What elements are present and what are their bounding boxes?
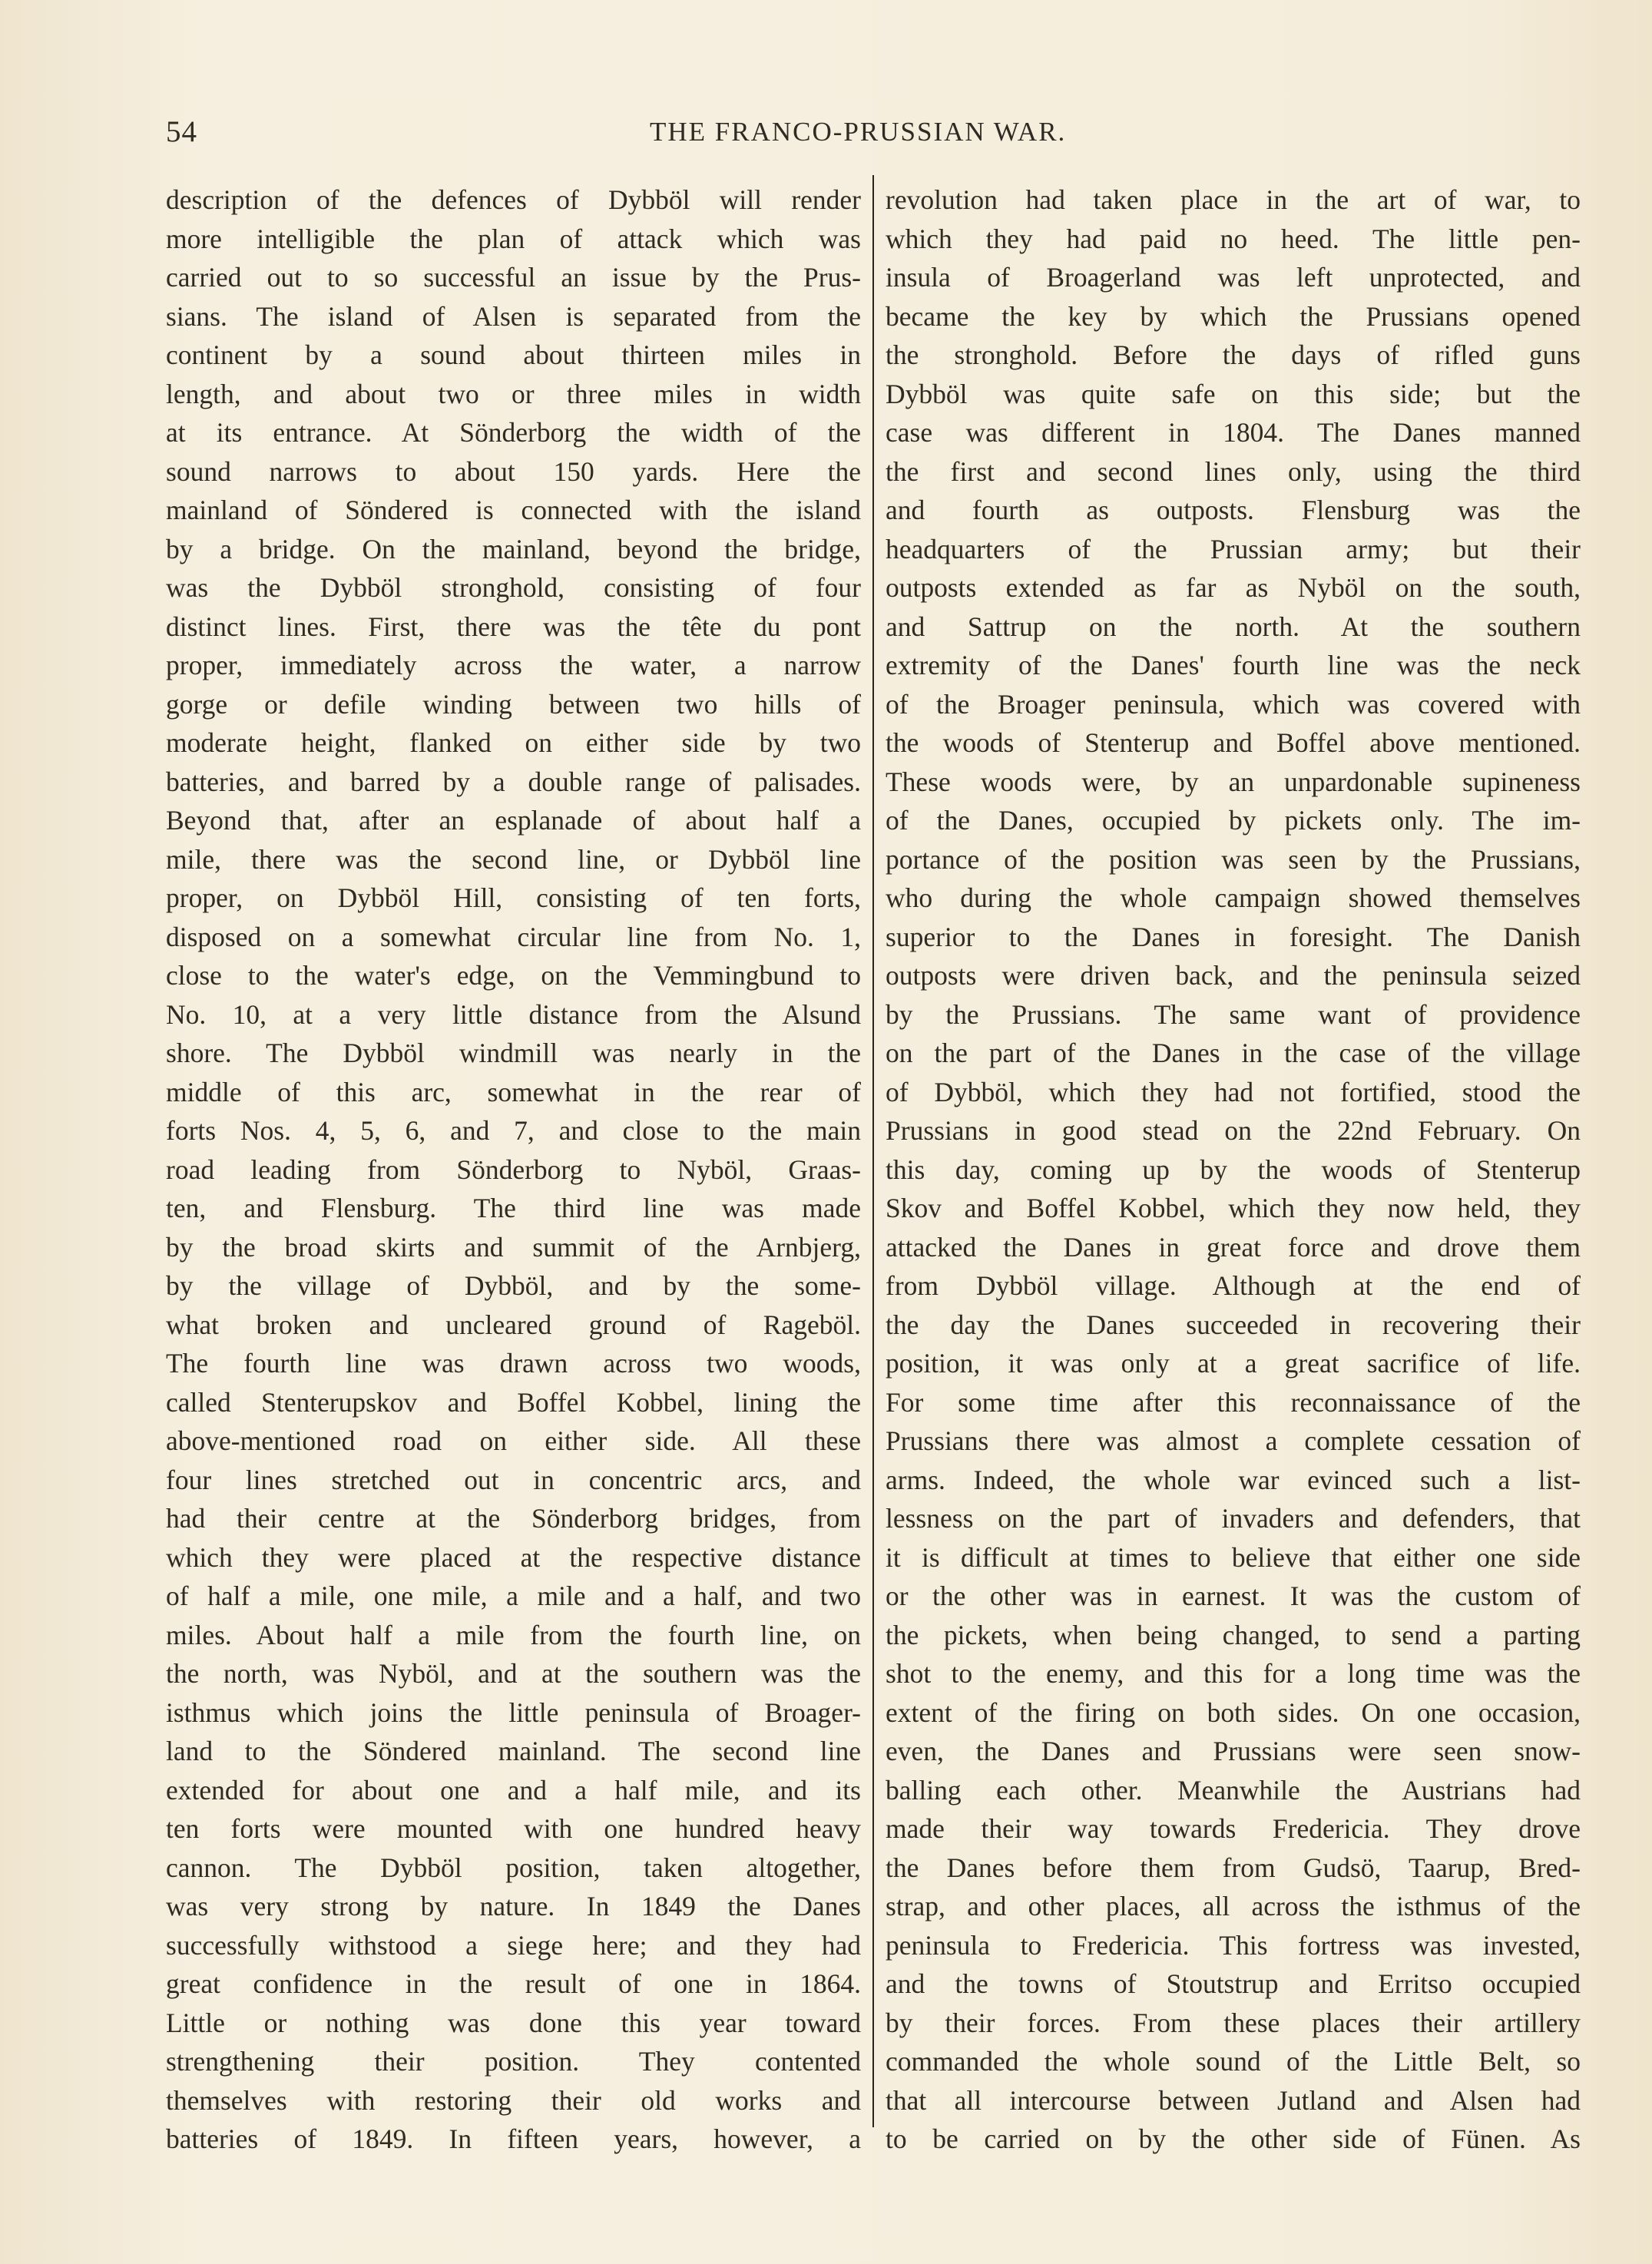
text-line: forts Nos. 4, 5, 6, and 7, and close to the main (166, 1115, 861, 1146)
text-line: and the towns of Stoutstrup and Erritso occupied (886, 1968, 1581, 1999)
text-line: Skov and Boffel Kobbel, which they now held, they (886, 1193, 1581, 1223)
text-line: land to the Söndered mainland. The second line (166, 1736, 861, 1766)
text-line: strap, and other places, all across the isthmus of the (886, 1891, 1581, 1921)
text-line: peninsula to Fredericia. This fortress was invested, (886, 1929, 1581, 1961)
text-line: which they had paid no heed. The little pen- (886, 223, 1581, 254)
text-line: moderate height, flanked on either side by two (166, 727, 861, 758)
text-line: was the Dybböl stronghold, consisting of four (166, 572, 861, 603)
text-line: more intelligible the plan of attack which was (166, 223, 861, 254)
text-line: balling each other. Meanwhile the Austrians had (886, 1774, 1581, 1806)
text-line: miles. About half a mile from the fourth line, on (166, 1619, 861, 1650)
text-line: four lines stretched out in concentric arcs, and (166, 1464, 861, 1495)
text-line: disposed on a somewhat circular line from No. 1, (166, 921, 861, 952)
text-line: description of the defences of Dybböl will render (166, 184, 861, 215)
text-line: became the key by which the Prussians opened (886, 300, 1581, 332)
text-line: who during the whole campaign showed themselves (886, 882, 1581, 913)
text-line: The fourth line was drawn across two woods, (166, 1348, 861, 1379)
text-line: case was different in 1804. The Danes manned (886, 417, 1581, 448)
text-line: at its entrance. At Sönderborg the width of the (166, 417, 861, 448)
text-line: For some time after this reconnaissance of the (886, 1386, 1581, 1418)
text-line: middle of this arc, somewhat in the rear of (166, 1076, 861, 1107)
text-line: the pickets, when being changed, to send a parting (886, 1619, 1581, 1650)
text-line: batteries of 1849. In fifteen years, however, a (166, 2123, 861, 2154)
text-line: Prussians there was almost a complete cessation of (886, 1425, 1581, 1456)
text-line: ten forts were mounted with one hundred heavy (166, 1813, 861, 1844)
text-line: of half a mile, one mile, a mile and a half, and two (166, 1580, 861, 1611)
text-line: Prussians in good stead on the 22nd February. On (886, 1115, 1581, 1146)
text-line: position, it was only at a great sacrifice of life. (886, 1348, 1581, 1379)
text-line: of the Broager peninsula, which was covered with (886, 688, 1581, 720)
column-divider (872, 175, 874, 2127)
text-line: and Sattrup on the north. At the southern (886, 611, 1581, 642)
text-line: extent of the firing on both sides. On one occasion, (886, 1696, 1581, 1728)
text-line: outposts were driven back, and the peninsula seized (886, 960, 1581, 991)
text-line: Dybböl was quite safe on this side; but the (886, 378, 1581, 409)
text-line: headquarters of the Prussian army; but their (886, 533, 1581, 564)
text-line: outposts extended as far as Nyböl on the south, (886, 572, 1581, 603)
text-line: by the village of Dybböl, and by the some- (166, 1270, 861, 1301)
text-line: the north, was Nyböl, and at the southern was the (166, 1658, 861, 1689)
text-line: made their way towards Fredericia. They drove (886, 1813, 1581, 1844)
text-line: themselves with restoring their old works and (166, 2084, 861, 2116)
text-line: to be carried on by the other side of Fünen. As (886, 2123, 1581, 2154)
text-line: that all intercourse between Jutland and Alsen had (886, 2084, 1581, 2116)
text-line: by the broad skirts and summit of the Arnbjerg, (166, 1231, 861, 1263)
text-line: mainland of Söndered is connected with the island (166, 495, 861, 525)
text-line: was very strong by nature. In 1849 the Danes (166, 1891, 861, 1921)
text-line: road leading from Sönderborg to Nyböl, Graas- (166, 1154, 861, 1185)
text-line: on the part of the Danes in the case of the village (886, 1038, 1581, 1068)
text-line: or the other was in earnest. It was the custom of (886, 1580, 1581, 1611)
text-line: attacked the Danes in great force and drove them (886, 1231, 1581, 1263)
text-line: arms. Indeed, the whole war evinced such a list- (886, 1464, 1581, 1495)
text-line: had their centre at the Sönderborg bridges, from (166, 1503, 861, 1534)
text-line: this day, coming up by the woods of Stenterup (886, 1154, 1581, 1185)
text-line: extremity of the Danes' fourth line was the neck (886, 650, 1581, 680)
text-line: shot to the enemy, and this for a long time was the (886, 1658, 1581, 1689)
text-line: by their forces. From these places their artillery (886, 2007, 1581, 2038)
text-line: proper, on Dybböl Hill, consisting of ten forts, (166, 882, 861, 913)
text-line: superior to the Danes in foresight. The Danish (886, 921, 1581, 952)
text-line: the day the Danes succeeded in recovering their (886, 1309, 1581, 1340)
text-line: from Dybböl village. Although at the end of (886, 1270, 1581, 1301)
text-line: sound narrows to about 150 yards. Here the (166, 455, 861, 487)
text-line: cannon. The Dybböl position, taken altogether, (166, 1852, 861, 1883)
text-line: carried out to so successful an issue by the Prus- (166, 262, 861, 293)
running-title: THE FRANCO-PRUSSIAN WAR. (650, 117, 1067, 147)
text-line: of the Danes, occupied by pickets only. The im- (886, 805, 1581, 836)
text-line: Beyond that, after an esplanade of about half a (166, 805, 861, 836)
text-line: length, and about two or three miles in width (166, 378, 861, 409)
text-line: revolution had taken place in the art of war, to (886, 184, 1581, 215)
text-line: the Danes before them from Gudsö, Taarup, Bred- (886, 1852, 1581, 1883)
text-line: gorge or defile winding between two hills of (166, 688, 861, 720)
text-line: the first and second lines only, using the third (886, 455, 1581, 487)
text-line: distinct lines. First, there was the tête du pont (166, 611, 861, 642)
text-line: strengthening their position. They contented (166, 2046, 861, 2077)
text-line: of Dybböl, which they had not fortified, stood the (886, 1076, 1581, 1107)
text-line: above-mentioned road on either side. All these (166, 1425, 861, 1456)
text-line: Little or nothing was done this year toward (166, 2007, 861, 2038)
text-line: even, the Danes and Prussians were seen snow- (886, 1736, 1581, 1766)
text-line: batteries, and barred by a double range of palisades. (166, 766, 861, 797)
text-line: commanded the whole sound of the Little Belt, so (886, 2046, 1581, 2077)
text-line: lessness on the part of invaders and defenders, that (886, 1503, 1581, 1534)
left-column (166, 180, 861, 2154)
text-line: what broken and uncleared ground of Rageböl. (166, 1309, 861, 1340)
text-line: called Stenterupskov and Boffel Kobbel, lining the (166, 1386, 861, 1418)
text-line: proper, immediately across the water, a narrow (166, 650, 861, 680)
text-line: These woods were, by an unpardonable supineness (886, 766, 1581, 797)
page-header (166, 109, 1574, 155)
text-line: the stronghold. Before the days of rifled guns (886, 339, 1581, 370)
text-line: the woods of Stenterup and Boffel above mentioned. (886, 727, 1581, 758)
text-line: ten, and Flensburg. The third line was made (166, 1193, 861, 1223)
text-line: sians. The island of Alsen is separated from the (166, 300, 861, 332)
text-line: continent by a sound about thirteen miles in (166, 339, 861, 370)
text-line: portance of the position was seen by the Prussians, (886, 843, 1581, 875)
text-line: No. 10, at a very little distance from the Alsund (166, 998, 861, 1030)
text-line: extended for about one and a half mile, and its (166, 1774, 861, 1806)
text-line: it is difficult at times to believe that either one side (886, 1541, 1581, 1573)
text-line: great confidence in the result of one in 1864. (166, 1968, 861, 1999)
text-line: successfully withstood a siege here; and they had (166, 1929, 861, 1961)
text-line: close to the water's edge, on the Vemmingbund to (166, 960, 861, 991)
right-column (886, 180, 1581, 2154)
text-line: and fourth as outposts. Flensburg was the (886, 495, 1581, 525)
text-line: which they were placed at the respective distance (166, 1541, 861, 1573)
text-line: by a bridge. On the mainland, beyond the bridge, (166, 533, 861, 564)
text-line: mile, there was the second line, or Dybböl line (166, 843, 861, 875)
text-line: shore. The Dybböl windmill was nearly in the (166, 1038, 861, 1068)
page-number: 54 (166, 115, 197, 148)
text-line: by the Prussians. The same want of providence (886, 998, 1581, 1030)
text-line: isthmus which joins the little peninsula of Broager- (166, 1696, 861, 1728)
text-line: insula of Broagerland was left unprotected, and (886, 262, 1581, 293)
